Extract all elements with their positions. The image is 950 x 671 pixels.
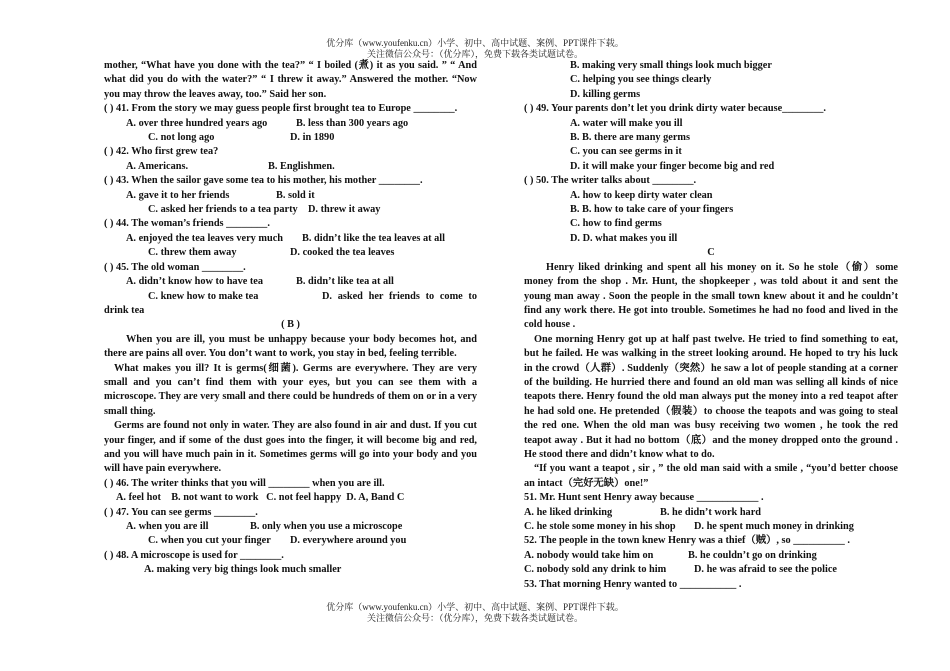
- question-41-options-1: [104, 117, 477, 131]
- option-48-b: B. making very small things look much bigger: [570, 60, 772, 71]
- option-48-c: C. helping you see things clearly: [570, 74, 712, 86]
- question-46-options: A. feel hot B. not want to work C. not feel happy D. A, Band C: [116, 492, 405, 504]
- page-header: [0, 38, 950, 60]
- option-51-d: D. he spent much money in drinking: [694, 521, 854, 532]
- option-49-a: A. water will make you ill: [570, 117, 683, 129]
- option-42-b: B. Englishmen.: [268, 160, 335, 172]
- option-42-a: A. Americans.: [126, 160, 189, 172]
- question-52-options-1: [524, 549, 898, 563]
- option-50-c: C. how to find germs: [570, 218, 662, 230]
- question-51-options-2: [524, 520, 898, 534]
- section-b-heading: ( B ): [281, 319, 300, 331]
- passage-c-paragraph-3: “If you want a teapot , sir , ” the old man said with a smile , “you’d better choose an intact（完好无缺）one!”: [524, 463, 898, 489]
- footer-line-1: 优分库（www.youfenku.cn）小学、初中、高中试题、案例、PPT课件下载。: [326, 602, 624, 612]
- option-47-d: D. everywhere around you: [290, 535, 407, 547]
- question-42-options: [104, 160, 477, 174]
- question-45-options-1: [104, 275, 477, 289]
- option-51-a: A. he liked drinking: [524, 506, 613, 518]
- question-41-options-2: [104, 131, 477, 145]
- question-52: 52. The people in the town knew Henry was a thief（贼）, so __________ .: [524, 535, 850, 547]
- passage-b-paragraph-1: When you are ill, you must be unhappy because your body becomes hot, and there are pains all over. You don’t want to work, you stay in bed, feeling terrible.: [104, 333, 477, 360]
- question-44: ( ) 44. The woman’s friends ________.: [104, 218, 270, 230]
- header-line-1: 优分库（www.youfenku.cn）小学、初中、高中试题、案例、PPT课件下载。: [326, 38, 624, 48]
- question-51-options-1: [524, 506, 898, 520]
- question-44-options-2: [104, 246, 477, 260]
- option-49-c: C. you can see germs in it: [570, 146, 682, 158]
- right-column: [524, 59, 898, 592]
- footer-line-2: 关注微信公众号：（优分库），免费下载各类试题试卷。: [366, 613, 583, 623]
- question-45-options-2: [104, 290, 477, 319]
- passage-b-paragraph-2: What makes you ill? It is germs(细菌). Germs are everywhere. They are very small and you can’t find them with your eyes, but you can see them with a microscope. They are very small and there could be hundreds of them on or in a very small thing.: [104, 362, 477, 417]
- left-column: [104, 59, 477, 578]
- question-41: ( ) 41. From the story we may guess people first brought tea to Europe ________.: [104, 103, 458, 115]
- question-49: ( ) 49. Your parents don’t let you drink dirty water because________.: [524, 103, 826, 115]
- option-47-b: B. only when you use a microscope: [250, 521, 403, 532]
- header-line-2: 关注微信公众号：（优分库），免费下载各类试题试卷。: [366, 49, 583, 59]
- option-41-b: B. less than 300 years ago: [296, 117, 409, 129]
- option-41-c: C. not long ago: [148, 132, 215, 144]
- option-45-d: D. asked her friends to come to drink tea: [104, 290, 477, 316]
- option-48-d: D. killing germs: [570, 88, 641, 100]
- question-43-options-2: [104, 203, 477, 217]
- option-47-c: C. when you cut your finger: [148, 535, 271, 547]
- question-48: ( ) 48. A microscope is used for ________.: [104, 549, 284, 561]
- passage-b-paragraph-3: Germs are found not only in water. They are also found in air and dust. If you cut your finger, and if some of the dust goes into the finger, it will become big and red, and you will have much pain in it. Sometimes germs will go into your body and you will have pain everywhere.: [104, 420, 477, 475]
- option-50-d: D. D. what makes you ill: [570, 232, 678, 244]
- option-43-c: C. asked her friends to a tea party: [148, 204, 298, 216]
- question-50: ( ) 50. The writer talks about ________.: [524, 175, 697, 187]
- question-43-options-1: [104, 189, 477, 203]
- option-44-d: D. cooked the tea leaves: [290, 247, 395, 259]
- passage-a-ending: mother, “What have you done with the tea?” “ I boiled (煮) it as you said. ” “ And what did you do with the water?” “ I threw it away.” Answered the mother. “Now you may throw the leaves away, too.” Said her son.: [104, 60, 477, 100]
- option-50-a: A. how to keep dirty water clean: [570, 189, 713, 201]
- option-45-a: A. didn’t know how to have tea: [126, 276, 264, 288]
- option-50-b: B. B. how to take care of your fingers: [570, 204, 734, 216]
- passage-c-paragraph-2: One morning Henry got up at half past twelve. He tried to find something to eat, but he failed. He was walking in the street looking around. He hoped to try his luck in the crowd（人群）. Suddenly（突然）he saw a lot of people standing at a corner of the building. He hurried there and found an old man was selling all kinds of nice teapots there. Henry found the old man always put the money into a red teapot after he had sold one. He pretended（假装）to choose the teapots and was going to steal the red one. When the old man was busy receiving two women , he took the red teapot away . But it had no bottom（底）and the money dropped onto the ground . He stood there and didn’t know what to do.: [524, 333, 898, 460]
- question-47-options-1: [104, 520, 477, 534]
- passage-c-paragraph-1: Henry liked drinking and spent all his money on it. So he stole（偷）some money from the shop . Mr. Hunt, the shopkeeper , was told about it and sent the young man away . Soon the people in the small town knew about it and he couldn’t find any work there. He got into trouble. Sometimes he had no food and lived in the cold house .: [524, 261, 898, 331]
- question-47-options-2: [104, 534, 477, 548]
- question-47: ( ) 47. You can see germs ________.: [104, 506, 258, 518]
- option-52-c: C. nobody sold any drink to him: [524, 564, 667, 576]
- option-45-c: C. knew how to make tea: [148, 290, 259, 302]
- option-52-a: A. nobody would take him on: [524, 549, 654, 561]
- option-48-a: A. making very big things look much smaller: [144, 564, 342, 576]
- question-46: ( ) 46. The writer thinks that you will ________ when you are ill.: [104, 477, 385, 489]
- question-42: ( ) 42. Who first grew tea?: [104, 146, 219, 158]
- option-45-b: B. didn’t like tea at all: [296, 276, 394, 288]
- option-41-d: D. in 1890: [290, 132, 335, 144]
- option-49-b: B. B. there are many germs: [570, 132, 691, 144]
- option-44-a: A. enjoyed the tea leaves very much: [126, 232, 283, 244]
- question-51: 51. Mr. Hunt sent Henry away because ____________ .: [524, 492, 764, 504]
- option-44-c: C. threw them away: [148, 247, 237, 259]
- question-43: ( ) 43. When the sailor gave some tea to his mother, his mother ________.: [104, 175, 423, 187]
- option-52-b: B. he couldn’t go on drinking: [688, 549, 817, 561]
- option-43-b: B. sold it: [276, 189, 315, 201]
- option-41-a: A. over three hundred years ago: [126, 117, 268, 129]
- option-51-c: C. he stole some money in his shop: [524, 521, 676, 532]
- option-43-d: D. threw it away: [308, 204, 381, 216]
- option-52-d: D. he was afraid to see the police: [694, 564, 837, 576]
- question-45: ( ) 45. The old woman ________.: [104, 261, 246, 273]
- option-49-d: D. it will make your finger become big and red: [570, 160, 775, 172]
- question-44-options-1: [104, 232, 477, 246]
- page-footer: [0, 602, 950, 624]
- question-52-options-2: [524, 563, 898, 577]
- option-51-b: B. he didn’t work hard: [660, 506, 761, 518]
- section-c-heading: C: [707, 247, 715, 259]
- option-47-a: A. when you are ill: [126, 521, 209, 532]
- option-43-a: A. gave it to her friends: [126, 189, 230, 201]
- option-44-b: B. didn’t like the tea leaves at all: [302, 232, 446, 244]
- question-53: 53. That morning Henry wanted to ___________ .: [524, 578, 742, 590]
